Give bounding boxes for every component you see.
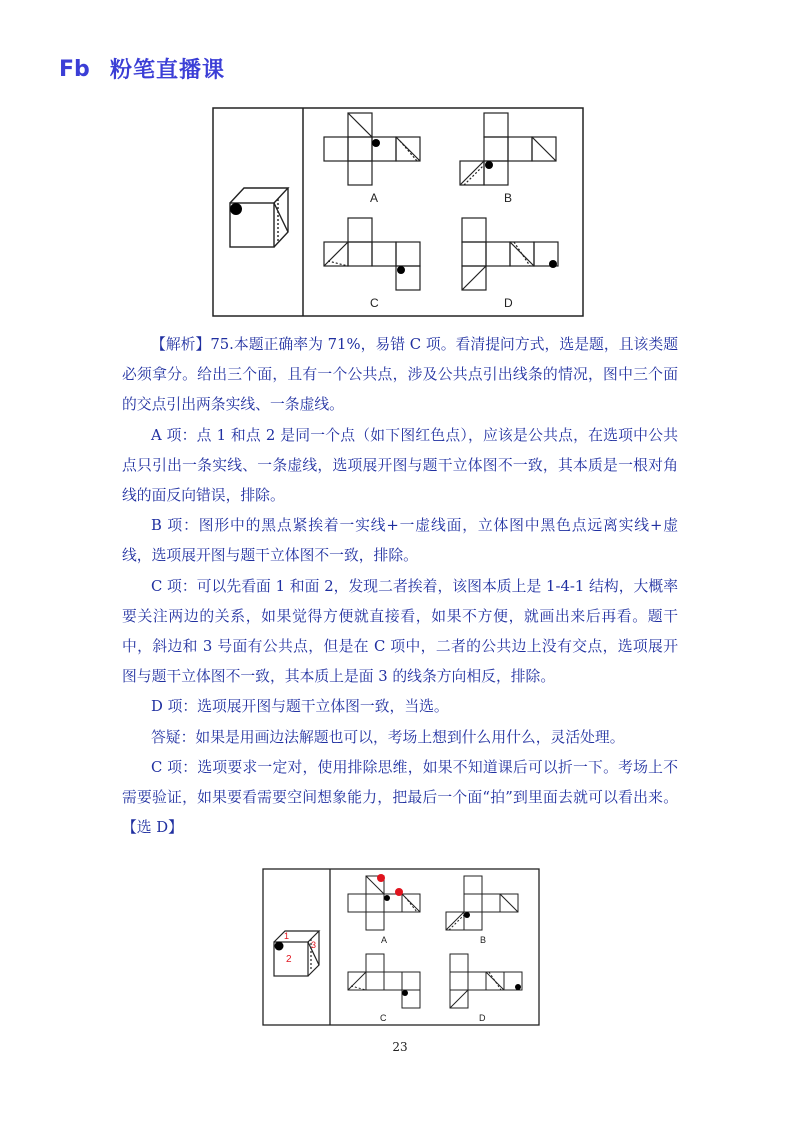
annotated-figure (262, 868, 540, 1026)
annotated-option-d-net (450, 954, 522, 1008)
option-d-dot (549, 260, 557, 268)
analysis-p1 (122, 330, 678, 421)
option-a-net (324, 113, 420, 185)
annotated-option-b-dot (464, 912, 470, 918)
stem-dot (230, 203, 242, 215)
option-c-dot (397, 266, 405, 274)
option-c-label: C (370, 296, 379, 310)
option-a-dot (372, 139, 380, 147)
option-d-label: D (504, 296, 513, 310)
annotated-option-a-dot (384, 895, 390, 901)
analysis-text (122, 330, 678, 843)
annotated-red-dot-1 (377, 874, 385, 882)
logo-mark-text: Fb (59, 57, 90, 81)
option-b-label: B (504, 191, 513, 205)
annotated-option-b-label: B (480, 935, 487, 945)
analysis-p2: A 项：点 1 和点 2 是同一个点（如下图红色点），应该是公共点，在选项中公共点只引出一条实线、一条虚线，选项展开图与题干立体图不一致，其本质是一根对角线的面反向错误，排除。 (122, 426, 678, 505)
option-b-net (460, 113, 556, 185)
analysis-p6: 答疑：如果是用画边法解题也可以，考场上想到什么用什么，灵活处理。 (151, 728, 625, 746)
annotated-option-d-label: D (479, 1013, 486, 1023)
annotated-cube-dot (275, 942, 284, 951)
option-c-net (324, 218, 420, 290)
analysis-p5: D 项：选项展开图与题干立体图一致，当选。 (151, 698, 449, 716)
analysis-tag: 【解析】 (151, 336, 211, 353)
face-number-3: 3 (311, 940, 317, 950)
brand-name: 粉笔直播课 (110, 57, 226, 83)
analysis-p4: C 项：可以先看面 1 和面 2，发现二者挨着，该图本质上是 1-4-1 结构，大概率要关注两边的关系，如果觉得方便就直接看，如果不方便，就画出来后再看。题干中，斜边和 3 号面有公共点，但是在 C 项中，二者的公共边上没有交点，选项展开图与题干立体图不一致，其本质上是面 3 的线条方向相反，排除。 (122, 577, 678, 686)
header (58, 52, 225, 84)
annotated-option-d-dot (515, 984, 521, 990)
annotated-option-c-net (348, 954, 420, 1008)
fenbi-logo-icon (58, 55, 102, 81)
analysis-p1-text: 75.本题正确率为 71%，易错 C 项。看清提问方式，选是题，且该类题必须拿分。给出三个面，且有一个公共点，涉及公共点引出线条的情况，图中三个面的交点引出两条实线、一条虚线。 (122, 336, 678, 414)
annotated-option-a-label: A (381, 935, 388, 945)
option-d-net (462, 218, 558, 290)
option-b-dot (485, 161, 493, 169)
annotated-option-b-net (446, 876, 518, 930)
annotated-red-dot-2 (395, 888, 403, 896)
option-a-label: A (370, 191, 379, 205)
page-number: 23 (392, 1040, 408, 1054)
annotated-option-a-net (348, 876, 420, 930)
annotated-option-c-dot (402, 990, 408, 996)
annotated-cube (274, 931, 319, 976)
face-number-1: 1 (284, 931, 290, 941)
annotated-option-c-label: C (380, 1013, 387, 1023)
face-number-2: 2 (286, 954, 292, 965)
analysis-p3: B 项：图形中的黑点紧挨着一实线+一虚线面，立体图中黑色点远离实线+虚线，选项展开图与题干立体图不一致，排除。 (122, 517, 678, 565)
analysis-p7: C 项：选项要求一定对，使用排除思维，如果不知道课后可以折一下。考场上不需要验证，如果要看需要空间想象能力，把最后一个面“拍”到里面去就可以看出来。【选 D】 (122, 758, 678, 837)
stem-cube (230, 188, 288, 247)
question-figure (212, 107, 584, 317)
